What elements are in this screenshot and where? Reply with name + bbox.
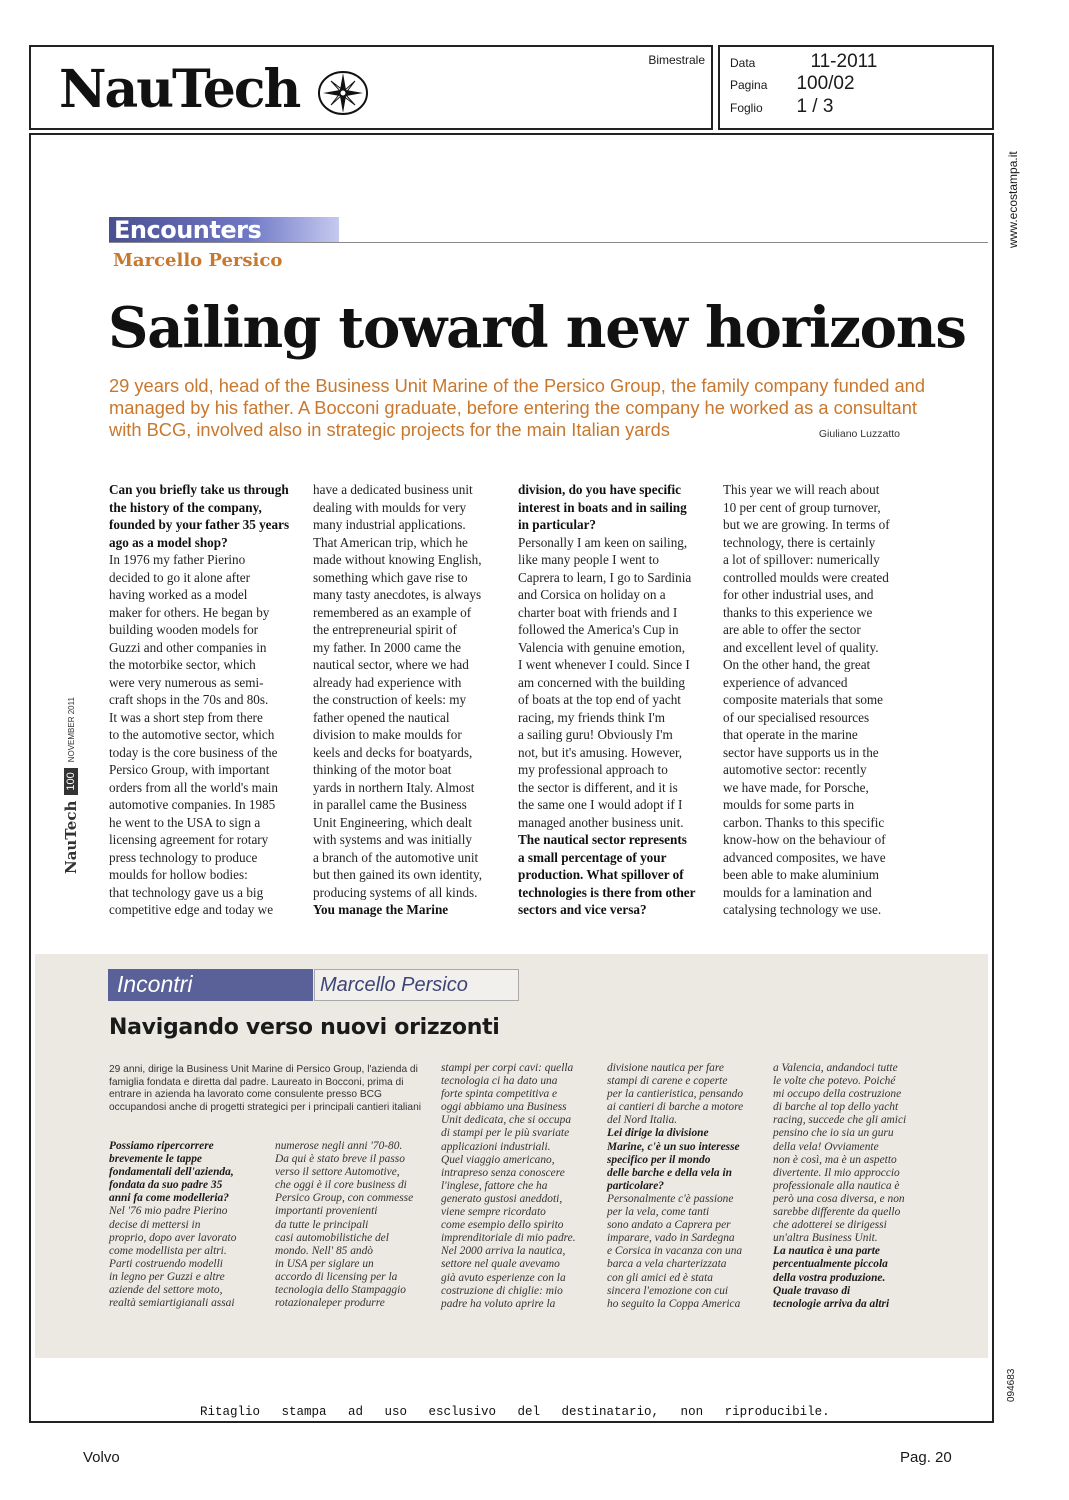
article-lead: 29 years old, head of the Business Unit Marine of the Persico Group, the family company funded and managed by his father. A Bocconi graduate, before entering the company he worked as a consultant with BCG, involved also in strategic projects for the main Italian yards — [109, 375, 926, 440]
answer: This year we will reach about 10 per cent of group turnover, but we are growing. In terms of technology, there is certainly a lot of spillover: numerically controlled moulds were created for other industrial uses, and thanks to this experience we are able to offer the sector and excellent level of quality. On the other hand, the great experience of advanced composite materials that some of our specialised resources that operate in the marine sector have supports us in the automotive sector: recently we have made, for Porsche, moulds for some parts in carbon. Thanks to this specific know-how on the behaviour of advanced composites, we have been able to make aluminium moulds for a lamination and catalysing technology we use. — [723, 482, 890, 917]
frequency-label: Bimestrale — [648, 53, 705, 67]
meta-value: 100/02 — [796, 73, 855, 94]
side-issue-date: NOVEMBER 2011 — [66, 697, 76, 763]
article-column-it — [109, 1140, 269, 1310]
article-column-it — [773, 1062, 933, 1311]
nautech-logo: NauTech — [59, 59, 300, 120]
answer: In 1976 my father Pierino decided to go it alone after having worked as a model maker for others. He began by building wooden models for Guzzi and other companies in the motorbike sector, which were very numerous as semi- craft shops in the 70s and 80s. It was a short step from there to the automotive sector, which today is the core business of the Persico Group, with important orders from all the world's main automotive companies. In 1985 he went to the USA to sign a licensing agreement for rotary press technology to produce moulds for hollow bodies: that technology gave us a big competitive edge and today we — [109, 552, 279, 917]
article-title: Sailing toward new horizons — [108, 295, 966, 361]
section-label: Encounters — [114, 216, 262, 244]
question: The nautical sector represents a small percentage of your production. What spillover of technologies is there from other sectors and vice versa? — [518, 832, 696, 917]
side-logo: NauTech — [62, 800, 80, 874]
author-name-it: Marcello Persico — [314, 969, 519, 1001]
question: You manage the Marine — [313, 902, 449, 917]
article-column — [109, 481, 301, 919]
meta-row-page — [730, 73, 855, 95]
masthead-box — [29, 45, 713, 130]
answer: Nel '76 mio padre Pierino decise di mettersi in proprio, dopo aver lavorato come modellista per altri. Parti costruendo modelli in legno per Guzzi e altre aziende del settore moto, realtà semiartigianali assai — [109, 1205, 237, 1310]
meta-row-sheet — [730, 96, 833, 118]
section-label-it: Incontri — [108, 969, 313, 1001]
meta-row-date — [730, 51, 877, 73]
question: Can you briefly take us through the history of the company, founded by your father 35 years ago as a model shop? — [109, 482, 290, 550]
answer: stampi per corpi cavi: quella tecnologia ci ha dato una forte spinta competitiva e oggi abbiamo una Business Unit dedicata, che si occupa di stampi per le più svariate applicazioni industriali. Quel viaggio americano, intrapreso senza conoscere l'inglese, fattore che ha generato gustosi aneddoti, viene sempre ricordato come esempio dello spirito imprenditoriale di mio padre. Nel 2000 arriva la nautica, settore nel quale avevamo già avuto esperienze con la costruzione di chiglie: mio padre ha voluto aprire la — [441, 1062, 576, 1310]
meta-value: 11-2011 — [810, 51, 878, 72]
article-column-it — [607, 1062, 767, 1311]
question: division, do you have specific interest in boats and in sailing in particular? — [518, 482, 687, 532]
meta-label: Foglio — [730, 101, 763, 115]
author-name: Marcello Persico — [113, 250, 283, 271]
meta-label: Pagina — [730, 78, 768, 92]
answer: Personally I am keen on sailing, like many people I went to Caprera to learn, I go to Sardinia and Corsica on holiday on a charter boat with friends and I followed the America's Cup in Valencia with genuine emotion, I went whenever I could. Since I am concerned with the building of boats at the top end of yacht racing, my friends think I'm a sailing guru! Obviously I'm not, but it's amusing. However, my professional approach to the sector is different, and it is the same one I would adopt if I managed another business unit. — [518, 534, 692, 830]
article-lead-it: 29 anni, dirige la Business Unit Marine di Persico Group, l'azienda di famiglia fondata e diretta dal padre. Laureato in Bocconi, prima di entrare in azienda ha lavorato come consulente presso BCG occupandosi anche di progetti strategici per i principali cantieri italiani — [109, 1064, 422, 1113]
article-column-it — [275, 1140, 435, 1310]
article-column-it — [441, 1062, 601, 1311]
answer: Personalmente c'è passione per la vela, come tanti sono andato a Caprera per imparare, vado in Sardegna e Corsica in vacanza con una barca a vela charterizzata con gli amici ed è stata sincera l'emozione con cui ho seguito la Coppa America — [607, 1192, 743, 1310]
section-tag-en — [109, 217, 988, 243]
reproduction-notice: Ritaglio stampa ad uso esclusivo del destinatario, non riproducibile. — [200, 1405, 830, 1419]
article-column — [313, 481, 505, 919]
answer: numerose negli anni '70-80. Da qui è stato breve il passo verso il settore Automotive, che oggi è il core business di Persico Group, con commesse importanti provenienti da tutte le principali casi automobilistiche del mondo. Nell' 85 andò in USA per siglare un accordo di licensing per la tecnologia dello Stampaggio rotazionaleper produrre — [275, 1140, 414, 1310]
answer: a Valencia, andandoci tutte le volte che potevo. Poiché mi occupo della costruzione di barche al top dello yacht racing, succede che gli amici pensino che io sia un guru della vela! Ovviamente non è così, ma è un aspetto divertente. Il mio approccio professionale alla nautica è però una cosa diversa, e non sarebbe differente da quello che adotterei se dirigessi un'altra Business Unit. — [773, 1062, 907, 1245]
compass-icon — [317, 67, 369, 119]
answer: divisione nautica per fare stampi di carene e coperte per la cantieristica, pensando ai cantieri di barche a motore del Nord Italia. — [607, 1062, 744, 1127]
question: La nautica è una parte percentualmente piccola della vostra produzione. Quale travaso di tecnologie arriva da altri — [773, 1245, 890, 1310]
question: Lei dirige la divisione Marine, c'è un suo interesse specifico per il mondo delle barche e della vela in particolare? — [607, 1127, 740, 1192]
side-issue-number: 100 — [64, 768, 78, 794]
article-column — [723, 481, 915, 919]
client-brand: Volvo — [83, 1449, 120, 1466]
question: Possiamo ripercorrere brevemente le tappe fondamentali dell'azienda, fondata da suo padre 35 anni fa come modelleria? — [109, 1140, 234, 1205]
byline: Giuliano Luzzatto — [818, 428, 900, 440]
article-column — [518, 481, 710, 919]
meta-value: 1 / 3 — [796, 96, 834, 117]
answer: have a dedicated business unit dealing with moulds for very many industrial applications. That American trip, which he made without knowing English, something which gave rise to many tasty anecdotes, is always remembered as an example of the entrepreneurial spirit of my father. In 2000 came the nautical sector, where we had already had experience with the construction of keels: my father opened the nautical division to make moulds for keels and decks for boatyards, thinking of the motor boat yards in northern Italy. Almost in parallel came the Business Unit Engineering, which dealt with systems and was initially a branch of the automotive unit but then gained its own identity, producing systems of all kinds. — [313, 482, 483, 900]
issue-meta-box — [718, 45, 994, 130]
document-code: 094683 — [1006, 1368, 1017, 1402]
article-title-it: Navigando verso nuovi orizzonti — [109, 1015, 500, 1040]
meta-label: Data — [730, 56, 756, 70]
site-url: www.ecostampa.it — [1006, 151, 1020, 248]
side-folio — [62, 697, 80, 874]
page-number: Pag. 20 — [900, 1449, 952, 1466]
